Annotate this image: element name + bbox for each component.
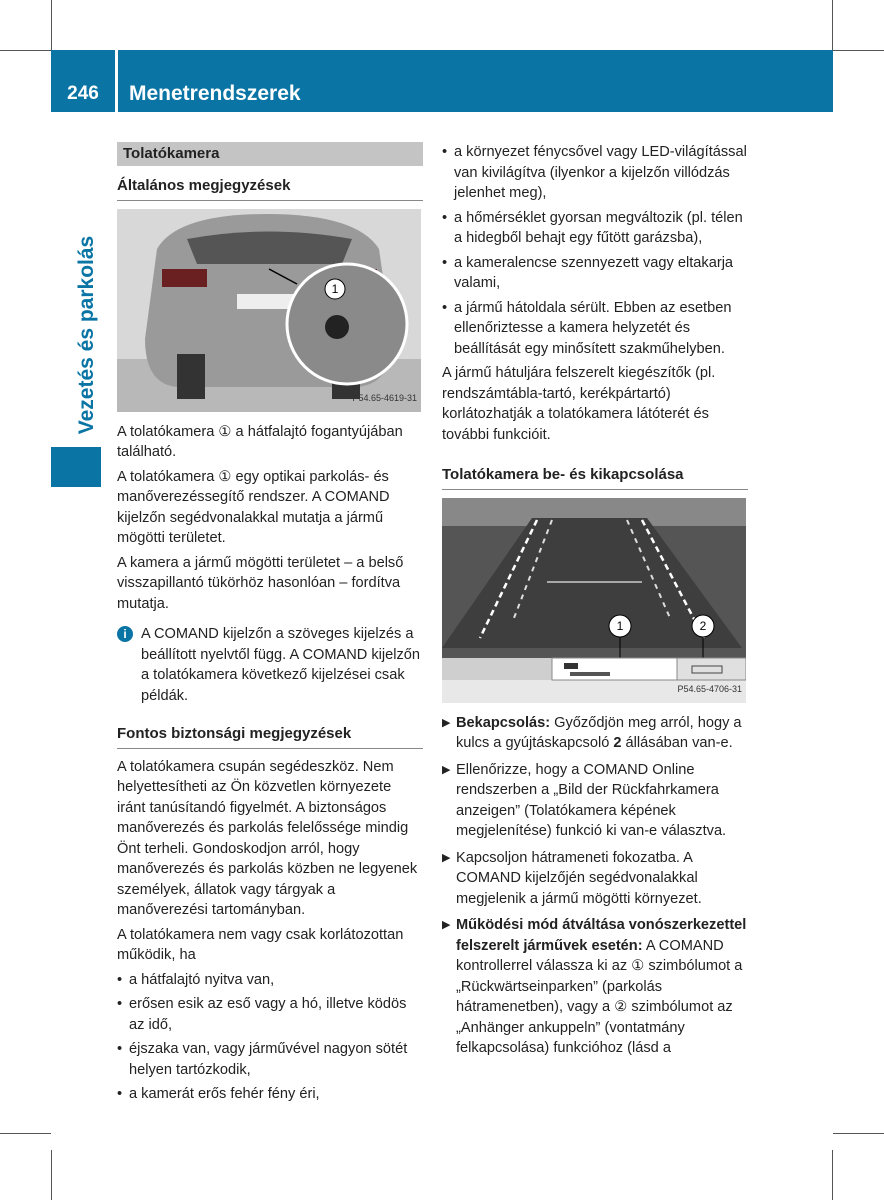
paragraph: A jármű hátuljára felszerelt kiegészítők (pl. rendszámtábla-tartó, kerékpártartó) korlátozhatják a tolatókamera látóterét és további funkcióit. [442, 365, 716, 443]
heading-general-notes: Általános megjegyzések [117, 176, 423, 201]
left-column [117, 142, 423, 1109]
step-text: állásában van-e. [621, 735, 733, 751]
side-tab-marker [51, 447, 101, 487]
step-item [442, 915, 748, 1059]
list-item: • a kamerát erős fehér fény éri, [117, 1084, 423, 1105]
list-item: • erősen esik az eső vagy a hó, illetve ködös az idő, [117, 994, 423, 1035]
list-item: • a kameralencse szennyezett vagy eltakarja valami, [442, 253, 748, 294]
callout-1: 1 [331, 281, 339, 296]
figure-camera-display [442, 498, 746, 703]
step-text: A COMAND kontrollerrel válassza ki az ① szimbólumot a „Rückwärtseinparken” (parkolás hátramenetben), vagy a ② szimbólumot az „Anhänger ankuppeln” (vontatmány felkapcsolása) funkcióhoz (lásd a [456, 937, 743, 1056]
figure-rear-camera-location [117, 209, 421, 412]
list-item: • a jármű hátoldala sérült. Ebben az esetben ellenőriztesse a kamera helyzetét és beállítását egy minősített szakműhelyben. [442, 298, 748, 360]
arrow-icon: ▶ [442, 851, 451, 864]
step-text: Kapcsoljon hátrameneti fokozatba. A COMAND kijelzőjén segédvonalakkal megjelenik a jármű mögötti környezet. [456, 849, 702, 907]
figure-caption: P54.65-4619-31 [352, 393, 417, 403]
step-label: Bekapcsolás: [456, 714, 551, 731]
crop-mark [833, 50, 884, 51]
page-header [51, 50, 833, 112]
callout-1: 1 [616, 618, 624, 633]
side-tab [72, 232, 102, 438]
paragraph: A tolatókamera ① egy optikai parkolás- és manőverezéssegítő rendszer. A COMAND kijelzőn segédvonalakkal mutatja a jármű mögötti területet. [117, 468, 390, 546]
car-rear-image [117, 209, 421, 412]
step-item [442, 713, 748, 754]
step-text: Győződjön meg arról, hogy a kulcs a gyújtáskapcsoló [456, 714, 742, 751]
list-item: • éjszaka van, vagy járművével nagyon sötét helyen tartózkodik, [117, 1039, 423, 1080]
arrow-icon: ▶ [442, 716, 451, 729]
heading-camera-on-off: Tolatókamera be- és kikapcsolása [442, 465, 748, 490]
crop-mark [51, 0, 52, 50]
step-text: Ellenőrizze, hogy a COMAND Online rendszerben a „Bild der Rückfahrkamera anzeigen” (Tolatókamera képének megjelenítése) funkció ki van-e választva. [456, 761, 727, 839]
paragraph: A kamera a jármű mögötti területet – a belső visszapillantó tükörhöz hasonlóan – fordítva mutatja. [117, 554, 404, 612]
info-text: A COMAND kijelzőn a szöveges kijelzés a beállított nyelvtől függ. A COMAND kijelzőn a tolatókamera következő kijelzései csak példák. [141, 626, 421, 704]
list-item: • a hátfalajtó nyitva van, [117, 970, 423, 991]
heading-safety-notes: Fontos biztonsági megjegyzések [117, 724, 423, 749]
paragraph: A tolatókamera csupán segédeszköz. Nem helyettesítheti az Ön közvetlen környezete iránt tanúsítandó figyelmét. A biztonságos manőverezés és parkolás felelőssége mindig Önt terheli. Gondoskodjon arról, hogy manőverezés és parkolás közben ne legyenek személyek, állatok vagy tárgyak a manőverezési tartományban. [117, 758, 418, 918]
page-number: 246 [67, 83, 99, 104]
right-column [442, 142, 748, 1065]
paragraph: A tolatókamera nem vagy csak korlátozottan működik, ha [117, 926, 404, 963]
chapter-title: Menetrendszerek [129, 82, 301, 105]
figure-caption: P54.65-4706-31 [677, 684, 742, 694]
callout-2: 2 [699, 618, 707, 633]
camera-display-image [442, 498, 746, 703]
list-item: • a környezet fénycsővel vagy LED-világítással van kivilágítva (ilyenkor a kijelzőn villódzás jelenhet meg), [442, 142, 748, 204]
side-tab-label: Vezetés és parkolás [75, 235, 98, 435]
step-label: Működési mód átváltása vonószerkezettel felszerelt járművek esetén: [456, 917, 747, 954]
crop-mark [0, 1133, 51, 1134]
section-title: Tolatókamera [117, 142, 423, 166]
crop-mark [832, 0, 833, 50]
step-item [442, 848, 748, 910]
info-icon: i [117, 626, 133, 642]
crop-mark [832, 1150, 833, 1200]
crop-mark [833, 1133, 884, 1134]
list-item: • a hőmérséklet gyorsan megváltozik (pl. télen a hidegből behajt egy fűtött garázsba), [442, 208, 748, 249]
arrow-icon: ▶ [442, 919, 451, 931]
crop-mark [0, 50, 51, 51]
info-note [117, 624, 423, 706]
paragraph: A tolatókamera ① a hátfalajtó fogantyújában található. [117, 423, 403, 460]
header-divider [115, 50, 118, 112]
step-key-position: 2 [613, 735, 622, 751]
crop-mark [51, 1150, 52, 1200]
step-item [442, 760, 748, 842]
arrow-icon: ▶ [442, 763, 451, 776]
